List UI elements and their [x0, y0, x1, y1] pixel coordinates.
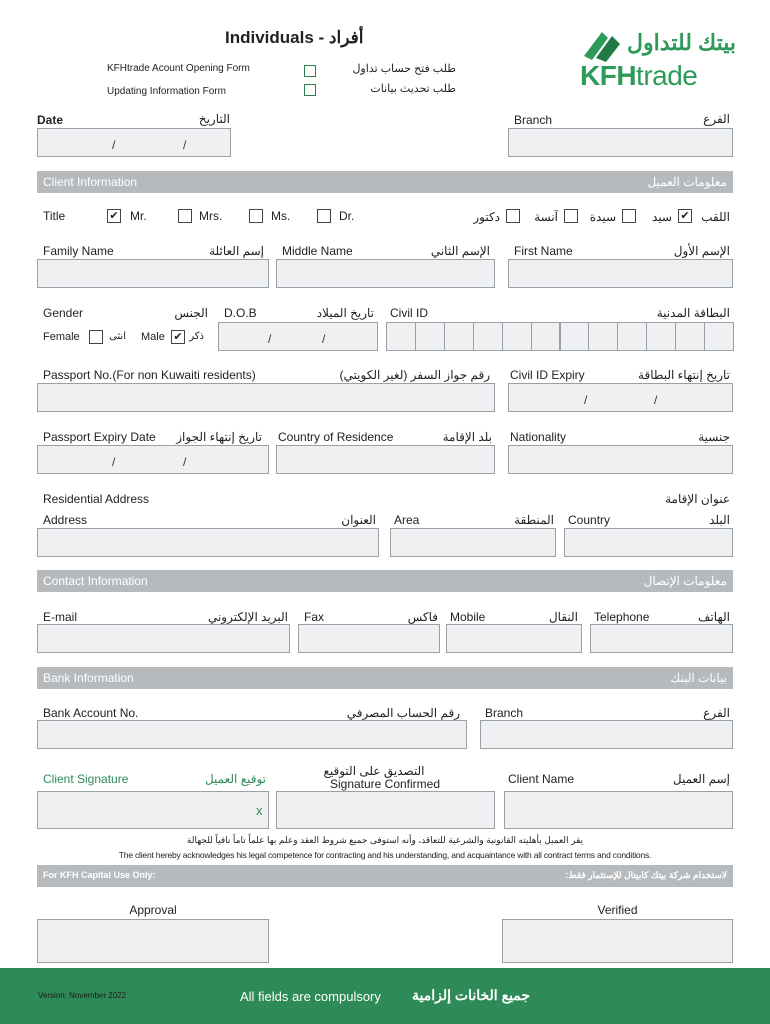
ms-label: Ms.: [271, 209, 291, 223]
area-label: Area: [394, 513, 420, 527]
opening-form-checkbox[interactable]: [304, 65, 316, 77]
opening-form-label: KFHtrade Acount Opening Form: [107, 63, 250, 74]
dob-field[interactable]: [218, 322, 378, 351]
bank-branch-label: Branch: [485, 706, 524, 720]
sayeda-checkbox[interactable]: [622, 209, 636, 223]
email-label: E-mail: [43, 610, 78, 624]
anisa-label-ar: آنسة: [534, 210, 558, 224]
updating-form-label-ar: طلب تحديث بيانات: [370, 83, 456, 95]
client-name-label-ar: إسم العميل: [672, 772, 730, 786]
bank-account-label-ar: رقم الحساب المصرفي: [346, 706, 460, 720]
kfh-logo: [578, 28, 738, 94]
civil-id-digit-cell[interactable]: [646, 322, 676, 351]
civil-expiry-label: Civil ID Expiry: [510, 368, 585, 382]
date-label: Date: [37, 113, 64, 127]
civil-expiry-field[interactable]: [508, 383, 733, 412]
gender-label: Gender: [43, 306, 84, 320]
date-slash-1: /: [112, 138, 116, 152]
first-name-field[interactable]: [508, 259, 733, 288]
logo-kfh: KFH: [580, 60, 637, 91]
mrs-label: Mrs.: [199, 209, 223, 223]
internal-use-title: For KFH Capital Use Only:: [43, 870, 156, 880]
country-residence-label-ar: بلد الإقامة: [442, 430, 492, 444]
nationality-field[interactable]: [508, 445, 733, 474]
anisa-checkbox[interactable]: [564, 209, 578, 223]
mobile-label-ar: النقال: [548, 610, 578, 624]
bank-info-title: Bank Information: [43, 671, 134, 685]
internal-use-bar: [37, 865, 733, 887]
passport-expiry-label: Passport Expiry Date: [43, 430, 156, 444]
address-field[interactable]: [37, 528, 379, 557]
first-name-label: First Name: [514, 244, 573, 258]
internal-use-title-ar: لاستخدام شركة بيتك كابيتال للإستثمار فقط:: [565, 870, 727, 880]
verified-label: Verified: [597, 903, 638, 917]
contact-info-title: Contact Information: [43, 574, 148, 588]
civil-id-digit-cell[interactable]: [415, 322, 445, 351]
branch-label: Branch: [514, 113, 553, 127]
middle-name-field[interactable]: [276, 259, 495, 288]
mobile-field[interactable]: [446, 624, 582, 653]
compulsory-text-ar: جميع الخانات إلزامية: [411, 987, 530, 1003]
doctor-label-ar: دكتور: [473, 210, 500, 224]
footer-bar: [0, 968, 770, 1024]
country-field[interactable]: [564, 528, 733, 557]
telephone-label-ar: الهاتف: [698, 610, 730, 624]
family-name-field[interactable]: [37, 259, 269, 288]
female-checkbox[interactable]: [89, 330, 103, 344]
address-label-ar: العنوان: [341, 513, 376, 527]
sayeda-label-ar: سيدة: [589, 210, 616, 224]
date-field[interactable]: [37, 128, 231, 157]
gender-label-ar: الجنس: [174, 306, 208, 320]
civil-id-digit-cell[interactable]: [704, 322, 734, 351]
country-residence-label: Country of Residence: [278, 430, 394, 444]
contact-info-title-ar: معلومات الإتصال: [643, 574, 727, 588]
fax-label-ar: فاكس: [407, 610, 438, 624]
date-slash-2: /: [183, 138, 187, 152]
approval-label: Approval: [129, 903, 177, 917]
middle-name-label-ar: الإسم الثاني: [430, 244, 490, 258]
mobile-label: Mobile: [450, 610, 486, 624]
date-label-ar: التاريخ: [198, 112, 230, 126]
dr-label: Dr.: [339, 209, 355, 223]
civil-expiry-slash-1: /: [584, 393, 588, 407]
passport-label: Passport No.(For non Kuwaiti residents): [43, 368, 256, 382]
area-field[interactable]: [390, 528, 556, 557]
client-info-bar: [37, 171, 733, 193]
address-label: Address: [43, 513, 88, 527]
country-label: Country: [568, 513, 611, 527]
updating-form-label: Updating Information Form: [107, 86, 226, 97]
civil-id-digit-cell[interactable]: [675, 322, 705, 351]
acknowledgement-text-ar: يقر العميل بأهليته القانونية والشرعية للتعاقد، وأنه استوفى جميع شروط العقد وعلم بها علماً تاماً نافياً للجهالة: [186, 835, 584, 845]
middle-name-label: Middle Name: [282, 244, 353, 258]
client-name-label: Client Name: [508, 772, 575, 786]
bank-branch-field[interactable]: [480, 720, 733, 749]
country-residence-field[interactable]: [276, 445, 495, 474]
passport-label-ar: رقم جواز السفر (لغير الكويتي): [339, 368, 490, 382]
contact-info-bar: [37, 570, 733, 592]
female-label-ar: انثى: [109, 331, 126, 342]
civil-id-digit-cell[interactable]: [473, 322, 503, 351]
passport-expiry-slash-1: /: [112, 455, 116, 469]
telephone-field[interactable]: [590, 624, 733, 653]
mr-checkbox[interactable]: ✔: [107, 209, 121, 223]
male-label: Male: [141, 331, 165, 343]
signature-confirmed-label: Signature Confirmed: [329, 777, 441, 791]
mr-label: Mr.: [130, 209, 147, 223]
telephone-label: Telephone: [594, 610, 650, 624]
logo-trade: trade: [636, 60, 698, 91]
title-label-ar: اللقب: [701, 210, 730, 224]
male-checkbox[interactable]: ✔: [171, 330, 185, 344]
country-label-ar: البلد: [709, 513, 730, 527]
branch-label-ar: الفرع: [703, 112, 730, 126]
fax-label: Fax: [304, 610, 325, 624]
sayed-checkbox[interactable]: ✔: [678, 209, 692, 223]
verified-field[interactable]: [502, 919, 733, 963]
civil-id-label: Civil ID: [390, 306, 428, 320]
signature-confirmed-label-ar: التصديق على التوقيع: [323, 764, 425, 778]
dob-label-ar: تاريخ الميلاد: [316, 306, 374, 320]
bank-branch-label-ar: الفرع: [703, 706, 730, 720]
passport-expiry-field[interactable]: [37, 445, 269, 474]
email-field[interactable]: [37, 624, 290, 653]
family-name-label-ar: إسم العائلة: [209, 244, 264, 258]
passport-expiry-slash-2: /: [183, 455, 187, 469]
nationality-label: Nationality: [510, 430, 567, 444]
opening-form-label-ar: طلب فتح حساب تداول: [352, 63, 456, 75]
civil-id-digit-cell[interactable]: [502, 322, 532, 351]
dob-slash-2: /: [322, 332, 326, 346]
client-signature-label-ar: توقيع العميل: [204, 772, 266, 786]
title-label: Title: [43, 209, 66, 223]
compulsory-text: All fields are compulsory: [240, 989, 381, 1004]
civil-id-digit-cell[interactable]: [617, 322, 647, 351]
doctor-checkbox[interactable]: [506, 209, 520, 223]
client-name-field[interactable]: [504, 791, 733, 829]
ms-checkbox[interactable]: [249, 209, 263, 223]
bank-info-bar: [37, 667, 733, 689]
signature-x-mark: x: [256, 803, 263, 818]
logo-english-text: [580, 60, 697, 92]
email-label-ar: البريد الإلكتروني: [207, 610, 288, 624]
civil-id-digit-cell[interactable]: [386, 322, 416, 351]
version-text: Version: November 2022: [38, 991, 127, 1000]
client-signature-field[interactable]: [37, 791, 269, 829]
acknowledgement-text: The client hereby acknowledges his legal competence for contracting and his understanding, and acquaintance with all contract terms and conditions.: [118, 850, 652, 860]
passport-expiry-label-ar: تاريخ إنتهاء الجواز: [176, 430, 262, 444]
residential-address-label: Residential Address: [43, 492, 150, 506]
area-label-ar: المنطقة: [514, 513, 554, 527]
dob-slash-1: /: [268, 332, 272, 346]
fax-field[interactable]: [298, 624, 440, 653]
bank-account-label: Bank Account No.: [43, 706, 139, 720]
client-info-title-ar: معلومات العميل: [647, 175, 727, 189]
signature-confirmed-field[interactable]: [276, 791, 495, 829]
family-name-label: Family Name: [43, 244, 114, 258]
civil-id-label-ar: البطاقة المدنية: [656, 306, 730, 320]
male-label-ar: ذكر: [189, 331, 204, 342]
civil-expiry-label-ar: تاريخ إنتهاء البطاقة: [638, 368, 730, 382]
civil-expiry-slash-2: /: [654, 393, 658, 407]
mrs-checkbox[interactable]: [178, 209, 192, 223]
dr-checkbox[interactable]: [317, 209, 331, 223]
sayed-label-ar: سيد: [652, 210, 672, 224]
bank-account-field[interactable]: [37, 720, 467, 749]
form-title: Individuals - أفراد: [225, 28, 364, 47]
civil-id-digit-cell[interactable]: [444, 322, 474, 351]
bank-info-title-ar: بيانات البنك: [670, 671, 727, 685]
civil-id-digit-cell[interactable]: [560, 322, 590, 351]
civil-id-digit-cell[interactable]: [531, 322, 561, 351]
logo-arabic-text: بيتك للتداول: [627, 30, 736, 55]
residential-address-label-ar: عنوان الإقامة: [665, 492, 730, 506]
updating-form-checkbox[interactable]: [304, 84, 316, 96]
passport-field[interactable]: [37, 383, 495, 412]
client-info-title: Client Information: [43, 175, 138, 189]
civil-id-digit-cell[interactable]: [588, 322, 618, 351]
female-label: Female: [43, 331, 80, 343]
nationality-label-ar: جنسية: [698, 430, 730, 444]
client-signature-label: Client Signature: [43, 772, 129, 786]
branch-field[interactable]: [508, 128, 733, 157]
first-name-label-ar: الإسم الأول: [673, 244, 730, 258]
dob-label: D.O.B: [224, 306, 257, 320]
approval-field[interactable]: [37, 919, 269, 963]
